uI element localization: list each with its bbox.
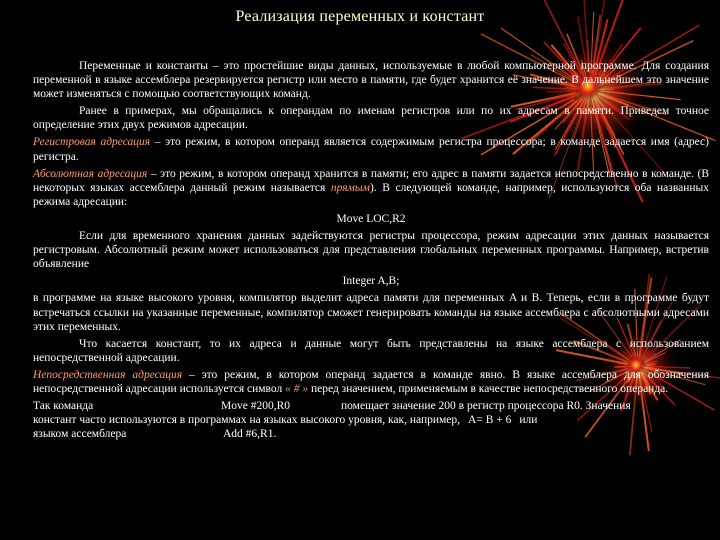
code-example-move: Move LOC,R2 xyxy=(336,212,406,225)
register-addressing-definition: – это режим, в котором операнд является содержимым регистра процессора; в команде задается имя (адрес) регистра. xyxy=(33,136,709,163)
paragraph-absolute-addressing xyxy=(33,167,709,209)
line-lead: Так команда xyxy=(33,400,94,413)
code-move-immediate: Move #200,R0 xyxy=(221,400,290,413)
line-move-example xyxy=(33,399,709,413)
expression-example: A= B + 6 xyxy=(468,414,512,427)
paragraph-intro: Переменные и константы – это простейшие виды данных, используемые в любой компьютерной программе. Для создания переменной в языке ассемблера резервируется регистр или место в памяти, где будет хранится её значение. В дальнейшем это значение может изменяться с помощью соответствующих команд. xyxy=(33,60,709,101)
term-register-addressing: Регистровая адресация xyxy=(33,136,151,149)
constants-usage-tail: или xyxy=(519,414,538,427)
term-absolute-addressing: Абсолютная адресация xyxy=(33,167,148,180)
immediate-addressing-tail: перед значением, применяемым в качестве непосредственного операнда. xyxy=(308,382,669,395)
assembler-lead: языком ассемблера xyxy=(33,428,127,441)
paragraph-register-addressing xyxy=(33,135,709,163)
code-add-immediate: Add #6,R1. xyxy=(223,428,277,441)
absolute-addressing-definition: – это режим, в котором операнд хранится в памяти; его адрес в памяти задается непосредственно в команде. (В некоторых языках ассемблера данный режим называется xyxy=(33,167,709,194)
paragraph-immediate-addressing xyxy=(33,368,709,396)
paragraph-constants: Что касается констант, то их адреса и данные могут быть представлены на языке ассемблера с использованием непосредственной адресации. xyxy=(33,337,709,364)
paragraph-register-mode: Если для временного хранения данных задействуются регистры процессора, режим адресации этих данных называется регистровым. Абсолютный режим может использоваться для представления глобальных переменных программы. Например, встретив объявление xyxy=(33,230,709,271)
term-immediate-addressing: Непосредственная адресация xyxy=(33,368,183,381)
paragraph-addressing-modes: Ранее в примерах, мы обращались к операндам по именам регистров или по их адресам в памяти. Приведем точное определение этих двух режимов адресации. xyxy=(33,105,709,132)
absolute-addressing-example-intro: ). В следующей команде, например, используются оба названных режима адресации: xyxy=(33,181,709,208)
slide-title: Реализация переменных и констант xyxy=(235,8,485,25)
line-move-explanation: помещает значение 200 в регистр процессора R0. Значения xyxy=(341,400,631,413)
slide-body xyxy=(33,59,709,441)
paragraph-compiler: в программе на языке высокого уровня, компилятор выделит адреса памяти для переменных A и B. Теперь, если в программе будут встречаться ссылки на указанные переменные, компилятор сможет генерировать команды на языке ассемблера с абсолютными адресами этих переменных. xyxy=(33,292,709,333)
term-direct: прямым xyxy=(330,181,371,194)
code-example-integer: Integer A,B; xyxy=(342,275,400,288)
line-add-example xyxy=(33,427,709,441)
line-constants-usage xyxy=(33,413,709,427)
immediate-addressing-definition: – это режим, в котором операнд задается в команде явно. В языке ассемблера для обозначения непосредственной адресации используется символ xyxy=(33,368,709,395)
hash-symbol: « # » xyxy=(285,382,309,395)
constants-usage-text: констант часто используются в программах на языках высокого уровня, как, например, xyxy=(33,414,461,427)
